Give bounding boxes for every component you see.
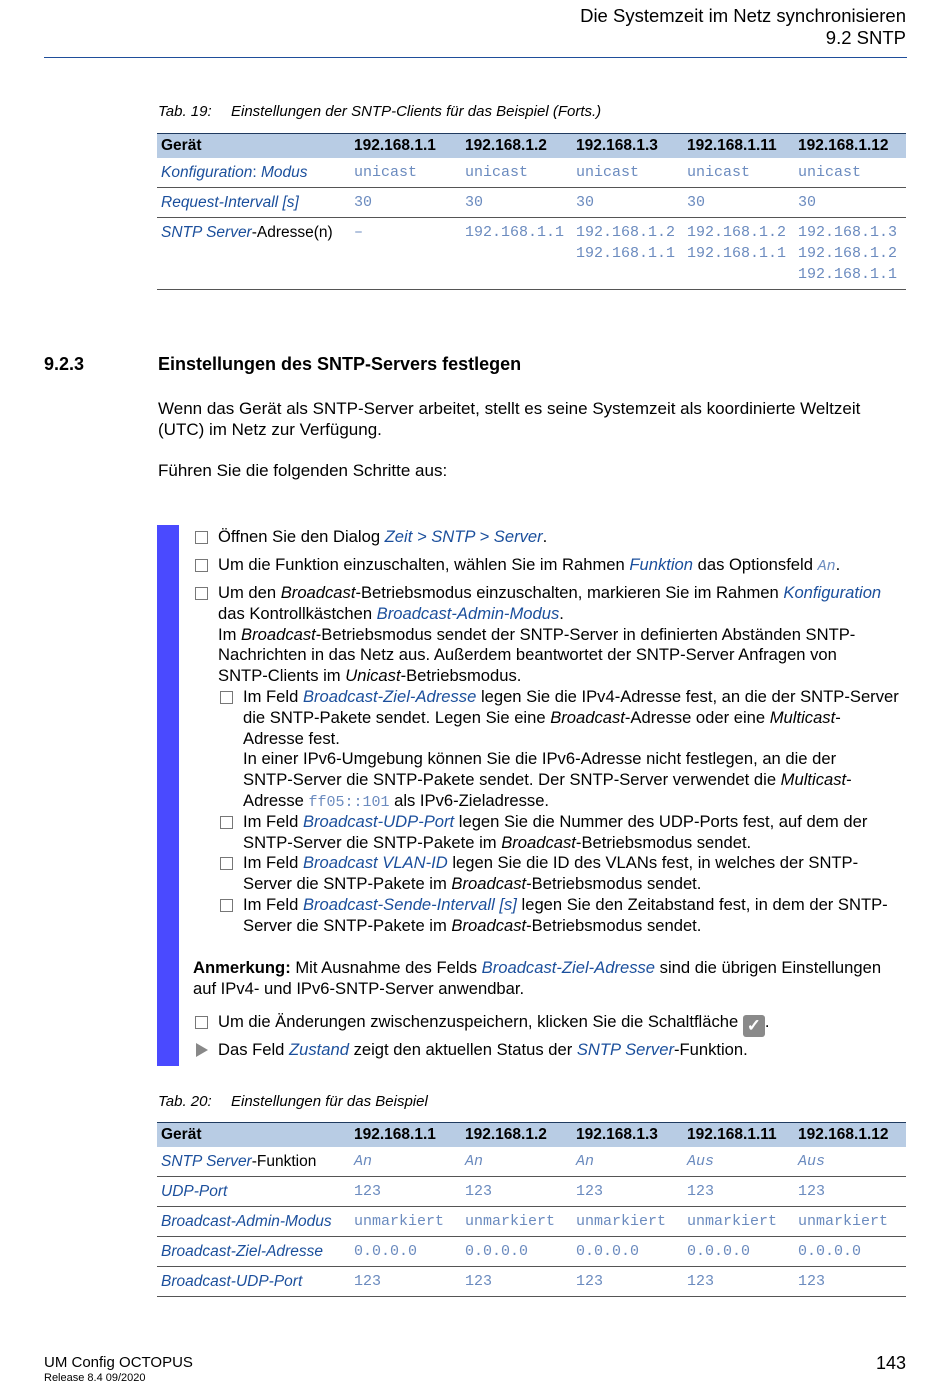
- step-checkbox: [195, 587, 208, 600]
- step-save-changes: Um die Änderungen zwischenzuspeichern, klicken Sie die Schaltfläche ✓ .: [218, 1012, 770, 1035]
- step-checkbox: [195, 1016, 208, 1029]
- table-header-row: Gerät 192.168.1.1 192.168.1.2 192.168.1.3 192.168.1.11 192.168.1.12: [157, 1123, 906, 1148]
- note: Anmerkung: Mit Ausnahme des Felds Broadcast-Ziel-Adresse sind die übrigen Einstellungen auf IPv4- und IPv6-SNTP-Server anwendbar.: [193, 958, 882, 998]
- substep-checkbox: [220, 816, 233, 829]
- page-number: 143: [875, 1353, 906, 1373]
- header-rule: [44, 57, 907, 58]
- substep-vlan-id: Im Feld Broadcast VLAN-ID legen Sie die ID des VLANs fest, in welches der SNTP- Server die SNTP-Pakete im Broadcast-Betriebsmodus sendet.: [243, 853, 859, 893]
- table-row: Broadcast-Ziel-Adresse 0.0.0.0 0.0.0.0 0.0.0.0 0.0.0.0 0.0.0.0: [157, 1237, 906, 1267]
- step-open-dialog: Öffnen Sie den Dialog Zeit > SNTP > Server.: [218, 527, 548, 546]
- table-20-caption: Tab. 20: Einstellungen für das Beispiel: [158, 1093, 428, 1110]
- table-row: SNTP Server-Adresse(n) – 192.168.1.1 192.168.1.2 192.168.1.1 192.168.1.2 192.168.1.1 192.168.1.3 192.168.1.2 192.168.1.1: [157, 218, 906, 290]
- section-number: 9.2.3: [44, 354, 85, 374]
- substep-checkbox: [220, 691, 233, 704]
- table-row: Request-Intervall [s] 30 30 30 30 30: [157, 188, 906, 218]
- table-row: Broadcast-Admin-Modus unmarkiert unmarkiert unmarkiert unmarkiert unmarkiert: [157, 1207, 906, 1237]
- steps-intro: Führen Sie die folgenden Schritte aus:: [158, 461, 448, 480]
- running-header: [580, 5, 906, 49]
- substep-udp-port: Im Feld Broadcast-UDP-Port legen Sie die Nummer des UDP-Ports fest, auf dem der SNTP-Server die SNTP-Pakete im Broadcast-Betriebsmodus sendet.: [243, 812, 868, 852]
- footer-release: Release 8.4 09/2020: [44, 1372, 146, 1384]
- table-row: Broadcast-UDP-Port 123 123 123 123 123: [157, 1267, 906, 1297]
- table-19-caption: Tab. 19: Einstellungen der SNTP-Clients für das Beispiel (Forts.): [158, 103, 602, 120]
- table-header-row: Gerät 192.168.1.1 192.168.1.2 192.168.1.3 192.168.1.11 192.168.1.12: [157, 134, 906, 159]
- step-result: Das Feld Zustand zeigt den aktuellen Status der SNTP Server-Funktion.: [218, 1040, 748, 1059]
- step-checkbox: [195, 531, 208, 544]
- substep-send-interval: Im Feld Broadcast-Sende-Intervall [s] legen Sie den Zeitabstand fest, in dem der SNTP- Server die SNTP-Pakete im Broadcast-Betriebsmodus sendet.: [243, 895, 888, 935]
- intro-paragraph: Wenn das Gerät als SNTP-Server arbeitet, stellt es seine Systemzeit als koordinierte Weltzeit (UTC) im Netz zur Verfügung.: [158, 399, 861, 439]
- substep-checkbox: [220, 857, 233, 870]
- apply-checkmark-icon: ✓: [743, 1015, 765, 1037]
- step-broadcast-mode: Um den Broadcast-Betriebsmodus einzuschalten, markieren Sie im Rahmen Konfiguration das Kontrollkästchen Broadcast-Admin-Modus. Im Broadcast-Betriebsmodus sendet der SNTP-Server in definierten Abständen SNTP- Nachrichten in das Netz aus. Außerdem beantwortet der SNTP-Server Anfragen von SNTP-Clients im Unicast-Betriebsmodus.: [218, 583, 882, 686]
- section-heading: Einstellungen des SNTP-Servers festlegen: [158, 354, 522, 374]
- table-row: Konfiguration: Modus unicast unicast unicast unicast unicast: [157, 158, 906, 188]
- step-enable-function: Um die Funktion einzuschalten, wählen Sie im Rahmen Funktion das Optionsfeld An.: [218, 555, 841, 575]
- table-row: UDP-Port 123 123 123 123 123: [157, 1177, 906, 1207]
- table-20: [157, 1122, 906, 1297]
- substep-broadcast-target: Im Feld Broadcast-Ziel-Adresse legen Sie die IPv4-Adresse fest, an die der SNTP-Server die SNTP-Pakete sendet. Legen Sie eine Broadcast-Adresse oder eine Multicast- Adresse fest. In einer IPv6-Umgebung können Sie die IPv6-Adresse nicht festlegen, an die der SNTP-Server die SNTP-Pakete sendet. Der SNTP-Server verwendet die Multicast- Adresse ff05::101 als IPv6-Zieladresse.: [243, 687, 899, 811]
- result-arrow-icon: [196, 1043, 208, 1057]
- section-title: 9.2 SNTP: [825, 27, 906, 48]
- table-19: [157, 133, 906, 290]
- footer-manual: UM Config OCTOPUS: [44, 1354, 193, 1371]
- instruction-sidebar: [157, 525, 179, 1066]
- step-checkbox: [195, 559, 208, 572]
- chapter-title: Die Systemzeit im Netz synchronisieren: [580, 5, 906, 26]
- table-row: SNTP Server-Funktion An An An Aus Aus: [157, 1147, 906, 1177]
- substep-checkbox: [220, 899, 233, 912]
